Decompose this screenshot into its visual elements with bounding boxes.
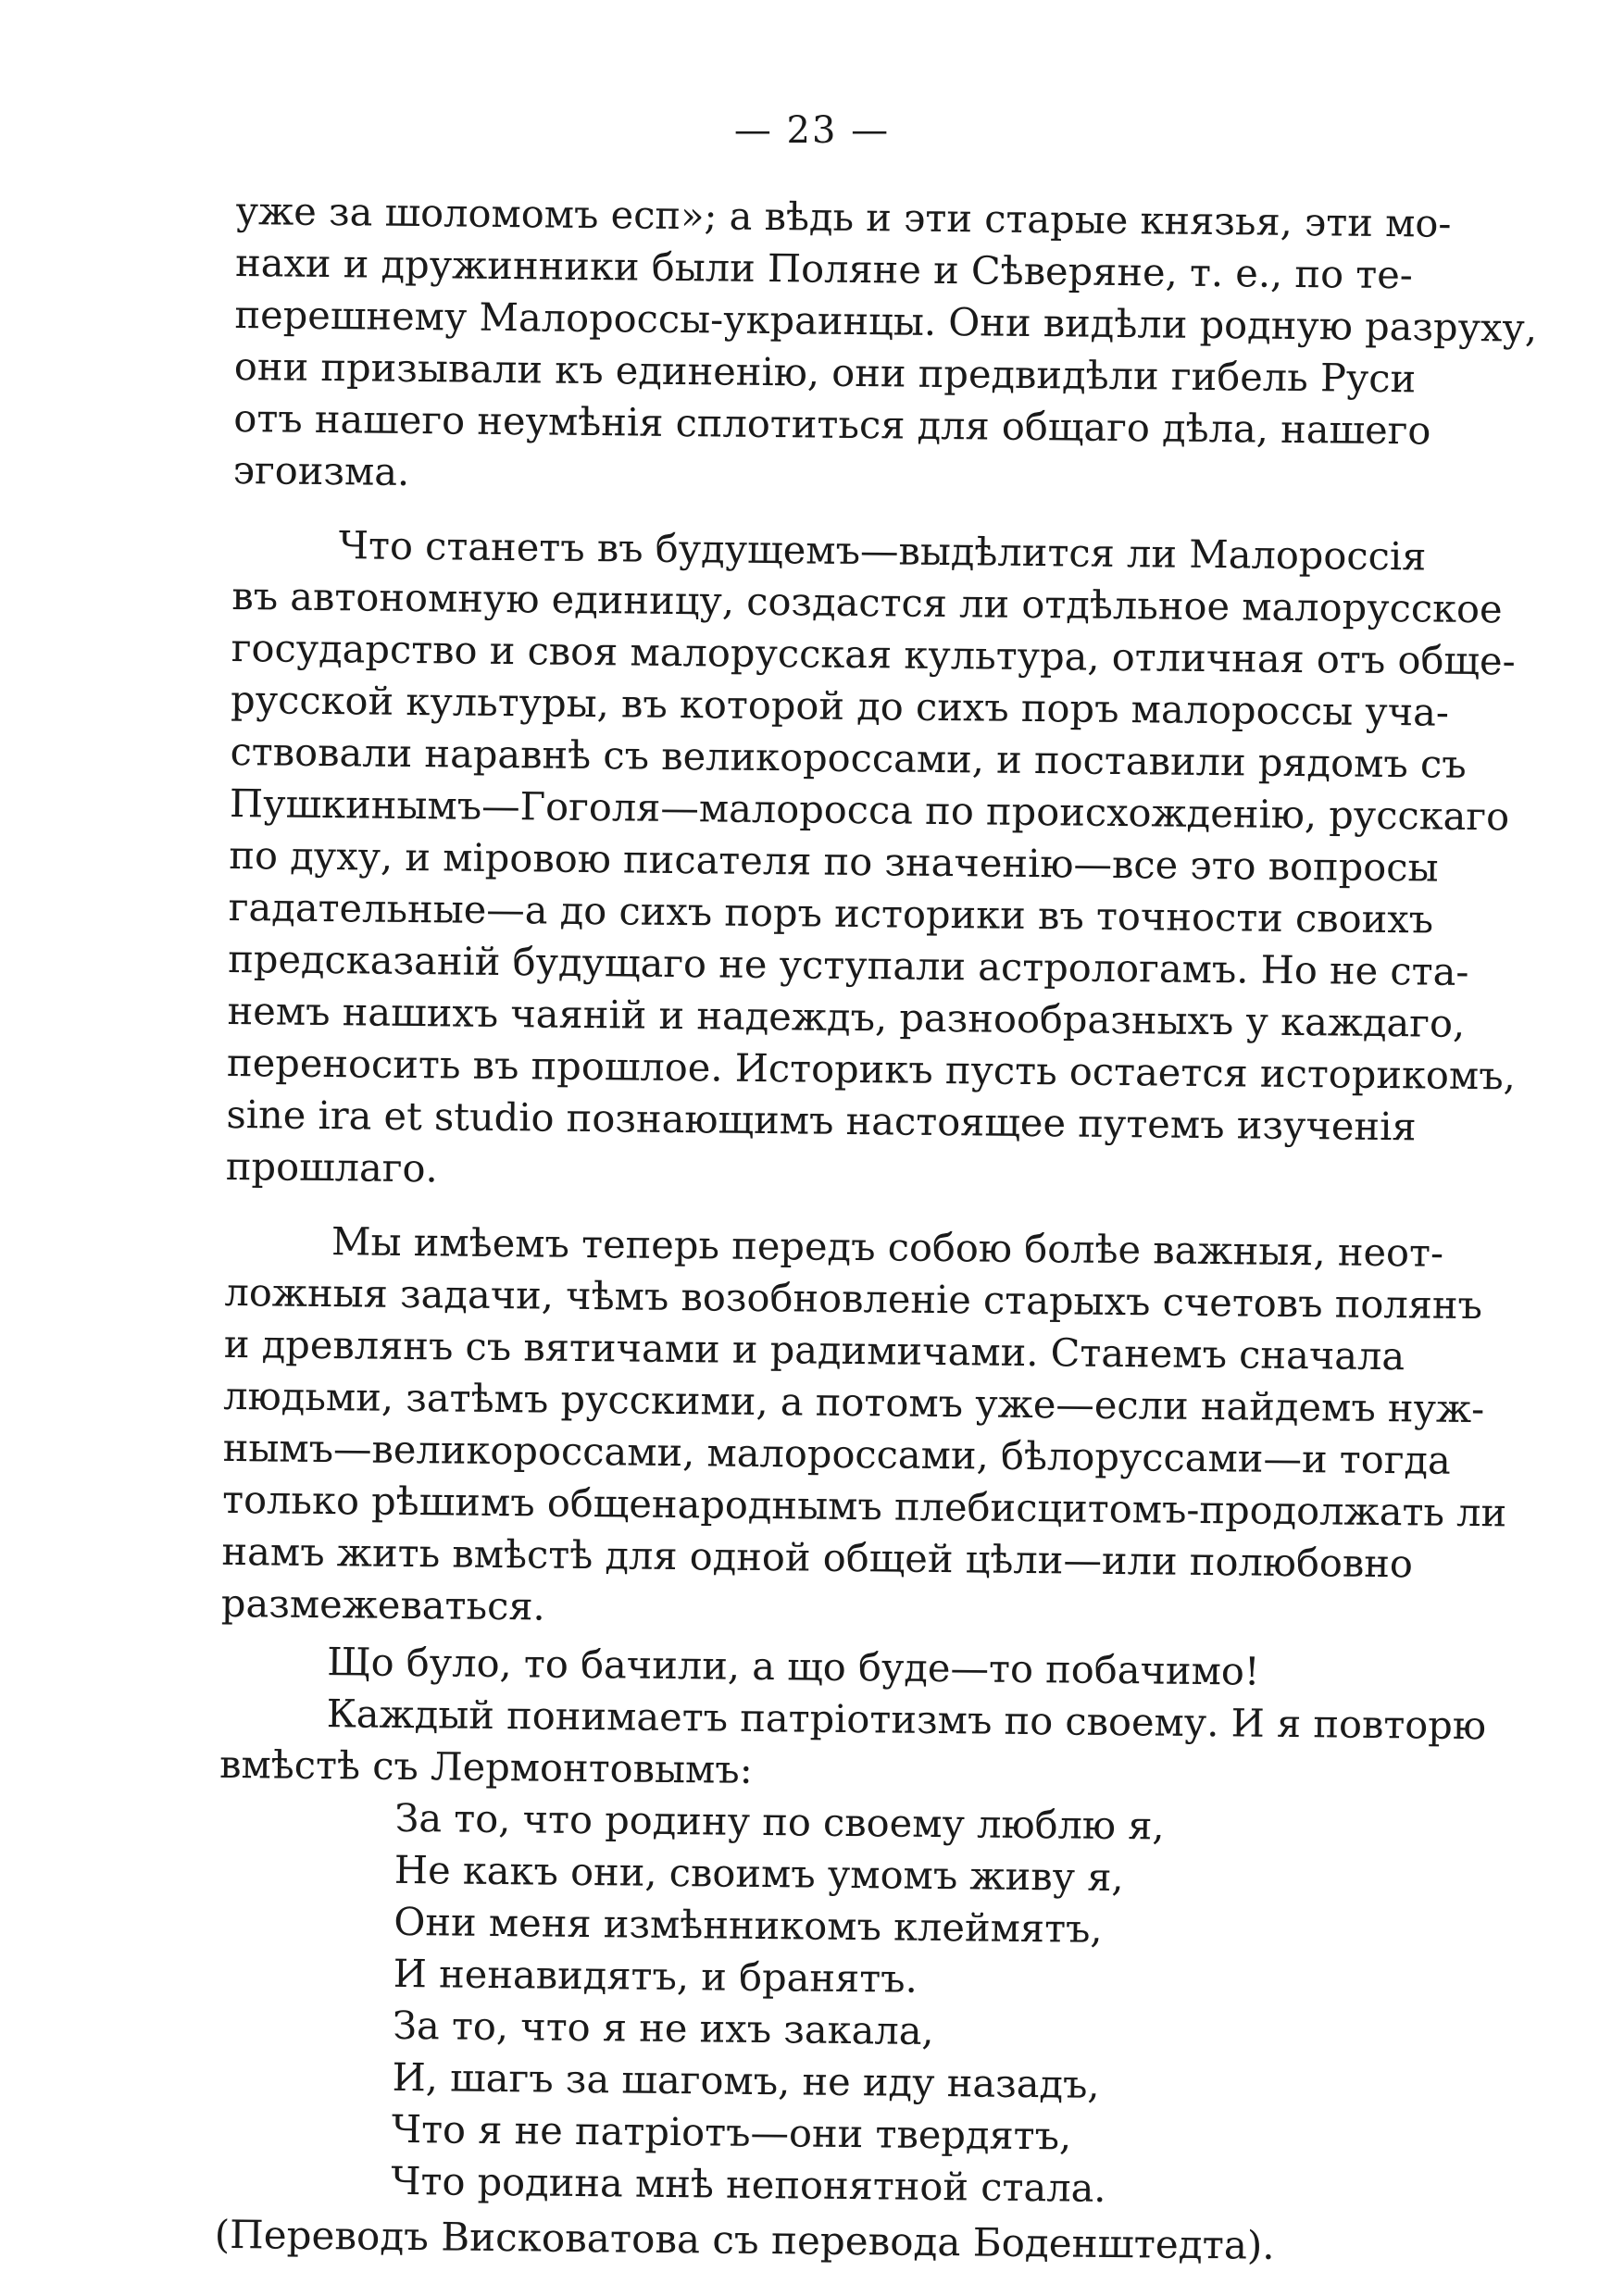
verse-line: За то, что я не ихъ закала, xyxy=(392,2002,934,2054)
text-line: Что станетъ въ будущемъ—выдѣлится ли Малороссія xyxy=(338,522,1427,580)
text-line: Що було, то бачили, а що буде—то побачимо! xyxy=(327,1639,1260,1694)
verse-line: Не какъ они, своимъ умомъ живу я, xyxy=(394,1846,1124,1901)
verse-line: И ненавидятъ, и бранятъ. xyxy=(393,1950,918,2002)
text-line: ложныя задачи, чѣмъ возобновленіе старыхъ счетовъ полянъ xyxy=(224,1268,1483,1329)
text-line: нахи и дружинники были Поляне и Сѣверяне, т. е., по те- xyxy=(234,239,1414,298)
text-line: нымъ—великороссами, малороссами, бѣлоруссами—и тогда xyxy=(222,1424,1452,1483)
text-line: вмѣстѣ съ Лермонтовымъ: xyxy=(219,1741,753,1792)
translation-source: (Переводъ Висковатова съ перевода Боденштедта). xyxy=(214,2211,1275,2268)
paragraph xyxy=(220,1215,1507,1641)
text-line: людьми, затѣмъ русскими, а потомъ уже—если найдемъ нуж- xyxy=(223,1372,1485,1432)
paragraph xyxy=(232,185,1538,508)
verse-line: Они меня измѣнникомъ клеймятъ, xyxy=(394,1898,1103,1952)
paragraph xyxy=(225,518,1517,1204)
text-line: немъ нашихъ чаяній и надеждъ, разнообразныхъ у каждаго, xyxy=(227,987,1466,1046)
text-line: предсказаній будущаго не уступали астрологамъ. Но не ста- xyxy=(227,935,1469,994)
text-line: они призывали къ единенію, они предвидѣли гибель Руси xyxy=(233,343,1417,402)
verse-line: За то, что родину по своему люблю я, xyxy=(394,1794,1165,1849)
text-line: sine ira et studio познающимъ настоящее путемъ изученія xyxy=(226,1091,1417,1150)
verse-quote xyxy=(215,1791,1377,2217)
text-line: въ автономную единицу, создастся ли отдѣльное малорусское xyxy=(231,572,1503,632)
text-line: отъ нашего неумѣнія сплотиться для общаго дѣла, нашего xyxy=(233,394,1431,454)
paragraph xyxy=(219,1687,1487,1803)
verse-line: Что я не патріотъ—они твердятъ, xyxy=(391,2105,1072,2159)
text-line: Пушкинымъ—Гоголя—малоросса по происхожденію, русскаго xyxy=(229,780,1510,840)
verse-line: И, шагъ за шагомъ, не иду назадъ, xyxy=(392,2053,1100,2107)
text-line: переносить въ прошлое. Историкъ пусть остается историкомъ, xyxy=(226,1039,1517,1099)
text-line: перешнему Малороссы-украинцы. Они видѣли родную разруху, xyxy=(234,291,1538,351)
page-number: — 23 — xyxy=(733,109,891,152)
page-body xyxy=(214,185,1538,2273)
text-line: эгоизма. xyxy=(232,446,410,494)
text-line: Мы имѣемъ теперь передъ собою болѣе важныя, неот- xyxy=(331,1218,1444,1276)
text-line: только рѣшимъ общенароднымъ плебисцитомъ-продолжать ли xyxy=(221,1476,1507,1536)
text-line: прошлаго. xyxy=(225,1142,438,1192)
text-line: ствовали наравнѣ съ великороссами, и поставили рядомъ съ xyxy=(230,728,1467,787)
text-line: гадательные—а до сихъ поръ историки въ точности своихъ xyxy=(228,883,1434,942)
text-line: намъ жить вмѣстѣ для одной общей цѣли—или полюбовно xyxy=(221,1528,1414,1587)
text-line: уже за шоломомъ есп»; а вѣдь и эти старые князья, эти мо- xyxy=(235,187,1452,246)
text-line: русской культуры, въ которой до сихъ поръ малороссы уча- xyxy=(230,676,1450,735)
text-line: размежеваться. xyxy=(220,1579,545,1629)
text-line: государство и своя малорусская культура, отличная отъ обще- xyxy=(231,624,1516,684)
text-line: и древлянъ съ вятичами и радимичами. Станемъ сначала xyxy=(223,1320,1405,1379)
text-line: по духу, и міровою писателя по значенію—все это вопросы xyxy=(229,831,1439,891)
text-line: Каждый понимаетъ патріотизмъ по своему. И я повторю xyxy=(326,1691,1487,1749)
verse-line: Что родина мнѣ непонятной стала. xyxy=(391,2157,1106,2211)
